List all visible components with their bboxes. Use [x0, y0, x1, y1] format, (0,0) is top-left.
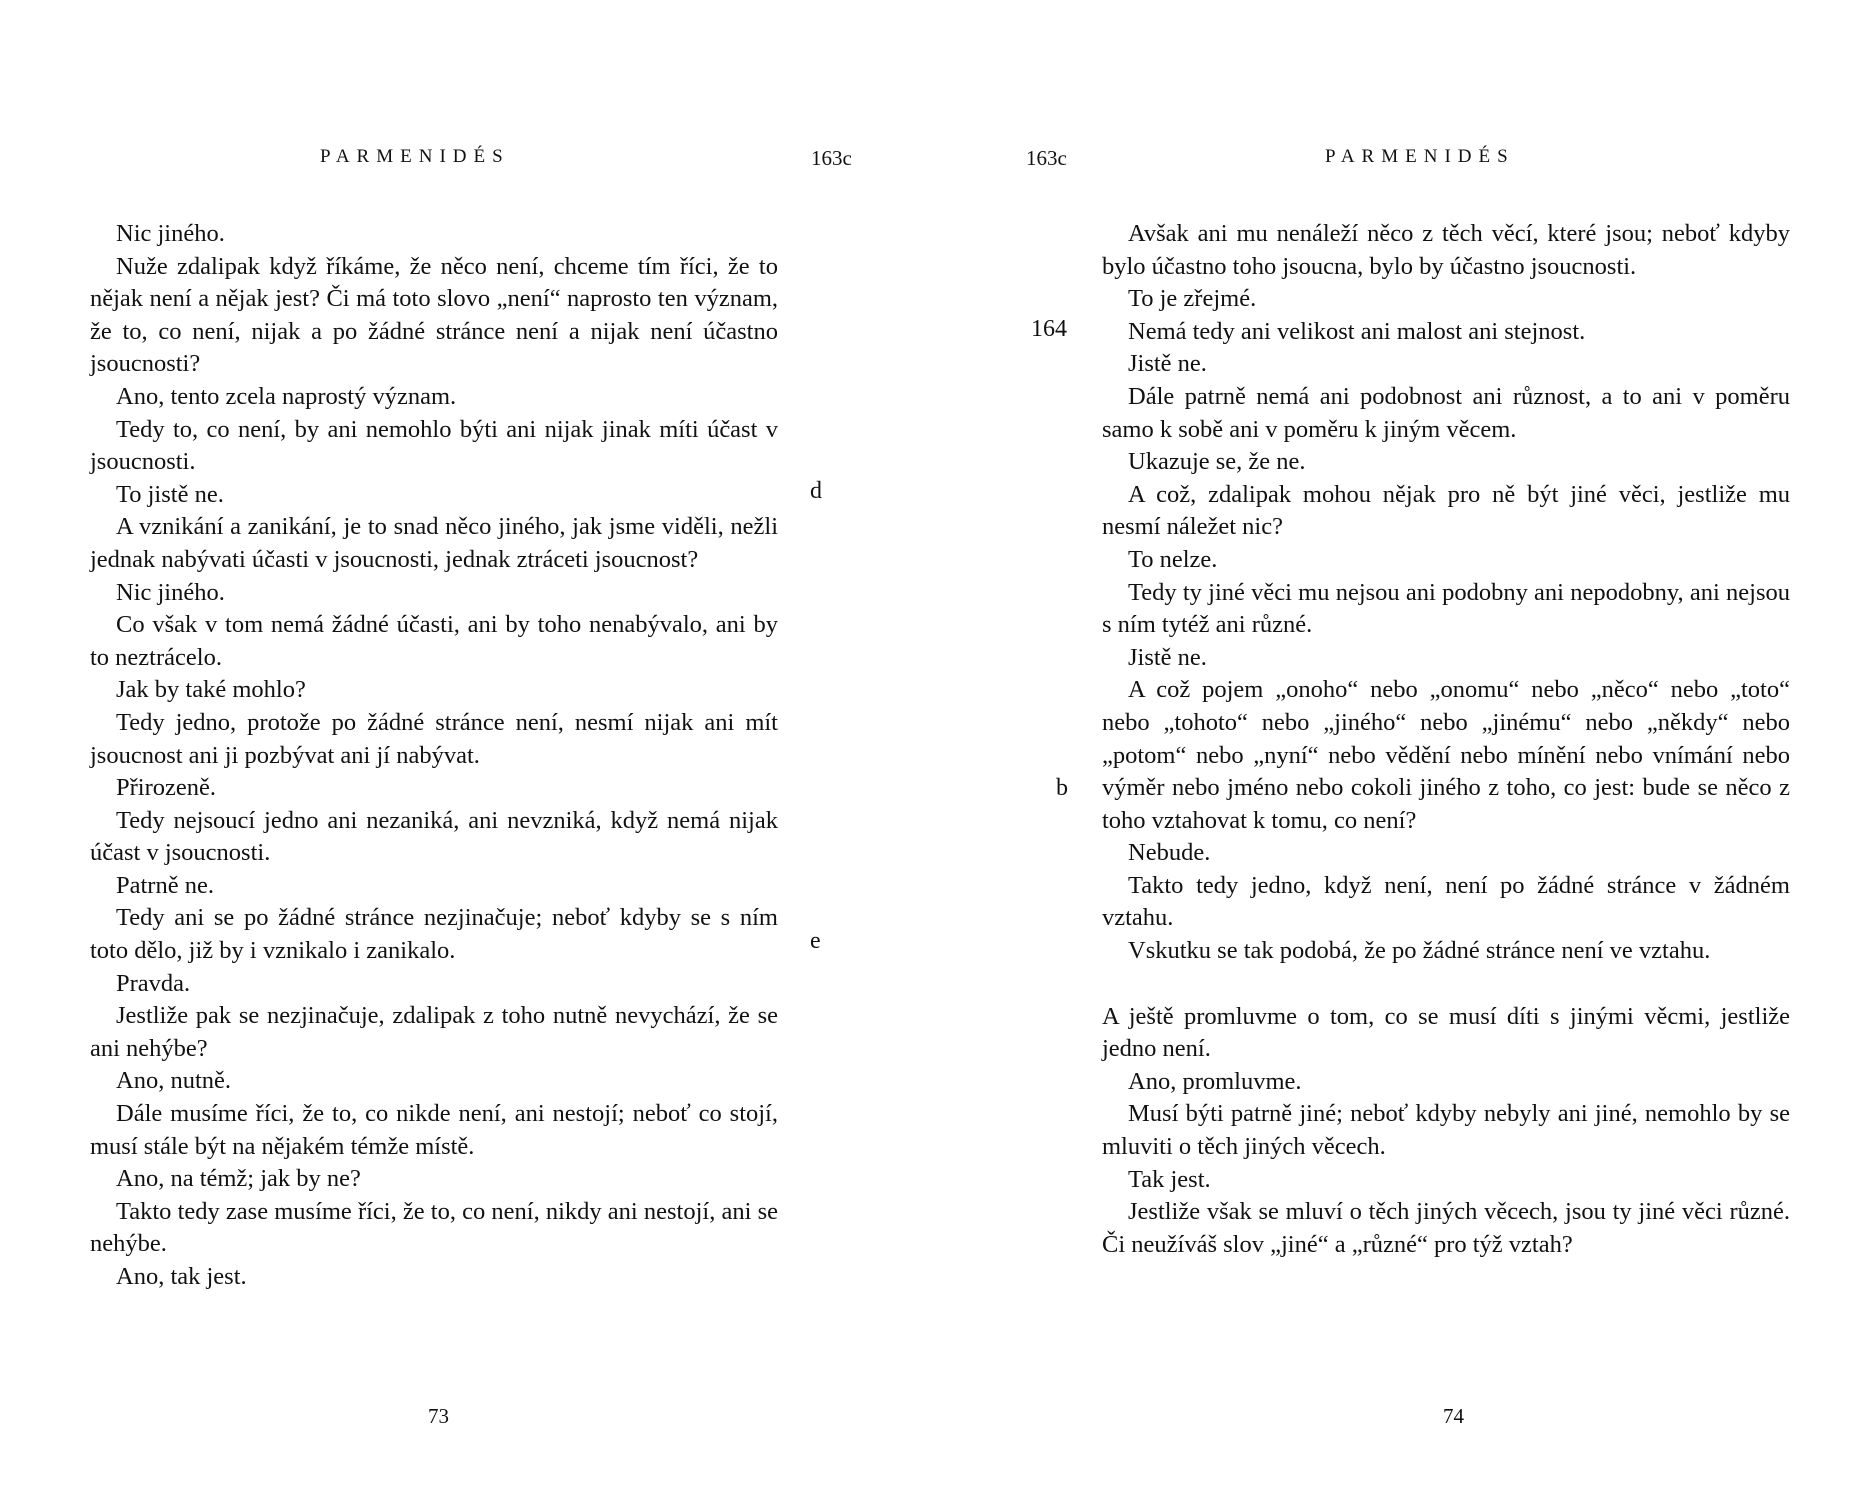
paragraph: Takto tedy jedno, když není, není po žádné stránce v žádném vztahu.: [1102, 871, 1790, 932]
paragraph: Tedy ty jiné věci mu nejsou ani podobny ani nepodobny, ani nejsou s ním tytéž ani různé.: [1102, 578, 1790, 639]
paragraph: Nic jiného.: [116, 578, 225, 606]
paragraph: A což pojem „onoho“ nebo „onomu“ nebo „něco“ nebo „toto“ nebo „tohoto“ nebo „jiného“ nebo „jinému“ nebo „někdy“ nebo „potom“ nebo „nyní“ nebo vědění nebo mínění nebo vnímání nebo výměr nebo jméno nebo cokoli jiného z toho, co jest: bude se něco z toho vztahovat k tomu, co není?: [1102, 676, 1790, 834]
margin-mark: d: [810, 478, 822, 504]
paragraph: Dále patrně nemá ani podobnost ani různost, a to ani v poměru samo k sobě ani v poměru k jiným věcem.: [1102, 382, 1790, 443]
running-title: PARMENIDÉS: [320, 146, 510, 167]
section-gap: [1102, 968, 1790, 1001]
paragraph: Jak by také mohlo?: [116, 676, 306, 704]
paragraph: Nic jiného.: [116, 220, 225, 247]
paragraph: Tedy ani se po žádné stránce nezjinačuje; neboť kdyby se s ním toto dělo, již by i vznikalo i zanikalo.: [90, 904, 778, 965]
paragraph: Musí býti patrně jiné; neboť kdyby nebyly ani jiné, nemohlo by se mluviti o těch jiných věcech.: [1102, 1100, 1790, 1161]
paragraph: Tak jest.: [1128, 1165, 1211, 1193]
paragraph: Vskutku se tak podobá, že po žádné stránce není ve vztahu.: [1128, 937, 1711, 965]
paragraph: Tedy to, co není, by ani nemohlo býti ani nijak jinak míti účast v jsoucnosti.: [90, 415, 778, 476]
paragraph: Tedy nejsoucí jedno ani nezaniká, ani nevzniká, když nemá nijak účast v jsoucnosti.: [90, 806, 778, 867]
paragraph: Ukazuje se, že ne.: [1128, 448, 1306, 476]
paragraph: Dále musíme říci, že to, co nikde není, ani nestojí; neboť co stojí, musí stále být na nějakém témže místě.: [90, 1100, 778, 1160]
section-number: 163c: [1026, 146, 1067, 170]
paragraph: Ano, nutně.: [116, 1067, 231, 1095]
paragraph: Avšak ani mu nenáleží něco z těch věcí, které jsou; neboť kdyby bylo účastno toho jsoucna, bylo by účastno jsoucnosti.: [1102, 220, 1790, 280]
paragraph: To je zřejmé.: [1128, 285, 1257, 313]
paragraph: Přirozeně.: [116, 774, 216, 802]
paragraph: Nemá tedy ani velikost ani malost ani stejnost.: [1128, 317, 1586, 345]
paragraph: Co však v tom nemá žádné účasti, ani by toho nenabývalo, ani by to neztrácelo.: [90, 611, 778, 671]
page-number: 74: [1443, 1404, 1464, 1428]
paragraph: Nebude.: [1128, 839, 1211, 867]
paragraph: To jistě ne.: [116, 480, 224, 508]
right-page: [931, 0, 1862, 1501]
margin-mark: e: [810, 928, 821, 954]
paragraph: A což, zdalipak mohou nějak pro ně být jiné věci, jestliže mu nesmí náležet nic?: [1102, 480, 1790, 541]
text-block: [90, 218, 778, 1294]
text-block: [1102, 218, 1790, 1261]
paragraph: Patrně ne.: [116, 871, 214, 899]
paragraph: Jestliže pak se nezjinačuje, zdalipak z toho nutně nevychází, že se ani nehýbe?: [90, 1002, 778, 1062]
paragraph: Ano, tento zcela naprostý význam.: [116, 382, 457, 410]
margin-mark: b: [1056, 775, 1068, 801]
page-number: 73: [428, 1404, 449, 1428]
section-number: 163c: [811, 146, 852, 170]
paragraph: A vznikání a zanikání, je to snad něco jiného, jak jsme viděli, nežli jednak nabývati účasti v jsoucnosti, jednak ztráceti jsoucnost?: [90, 513, 778, 573]
paragraph: Jestliže však se mluví o těch jiných věcech, jsou ty jiné věci různé. Či neužíváš slov „jiné“ a „různé“ pro týž vztah?: [1102, 1198, 1790, 1258]
paragraph: Ano, na témž; jak by ne?: [116, 1165, 361, 1193]
paragraph: Pravda.: [116, 969, 191, 997]
paragraph: Takto tedy zase musíme říci, že to, co není, nikdy ani nestojí, ani se nehýbe.: [90, 1197, 778, 1258]
paragraph: Ano, promluvme.: [1128, 1067, 1302, 1095]
margin-mark: 164: [1031, 316, 1067, 342]
paragraph: Jistě ne.: [1128, 643, 1207, 671]
running-title: PARMENIDÉS: [1325, 146, 1515, 167]
paragraph: Jistě ne.: [1128, 350, 1207, 378]
paragraph: Ano, tak jest.: [116, 1263, 247, 1290]
paragraph: To nelze.: [1128, 545, 1218, 573]
paragraph: Nuže zdalipak když říkáme, že něco není, chceme tím říci, že to nějak není a nějak jest? Či má toto slovo „není“ naprosto ten význam, že to, co není, nijak a po žádné stránce není a nijak není účastno jsoucnosti?: [90, 252, 778, 378]
paragraph: Tedy jedno, protože po žádné stránce není, nesmí nijak ani mít jsoucnost ani ji pozbývat ani jí nabývat.: [90, 708, 778, 769]
paragraph-lead: A ještě promluvme o tom, co se musí díti s jinými věcmi, jestliže jedno není.: [1102, 1002, 1790, 1063]
